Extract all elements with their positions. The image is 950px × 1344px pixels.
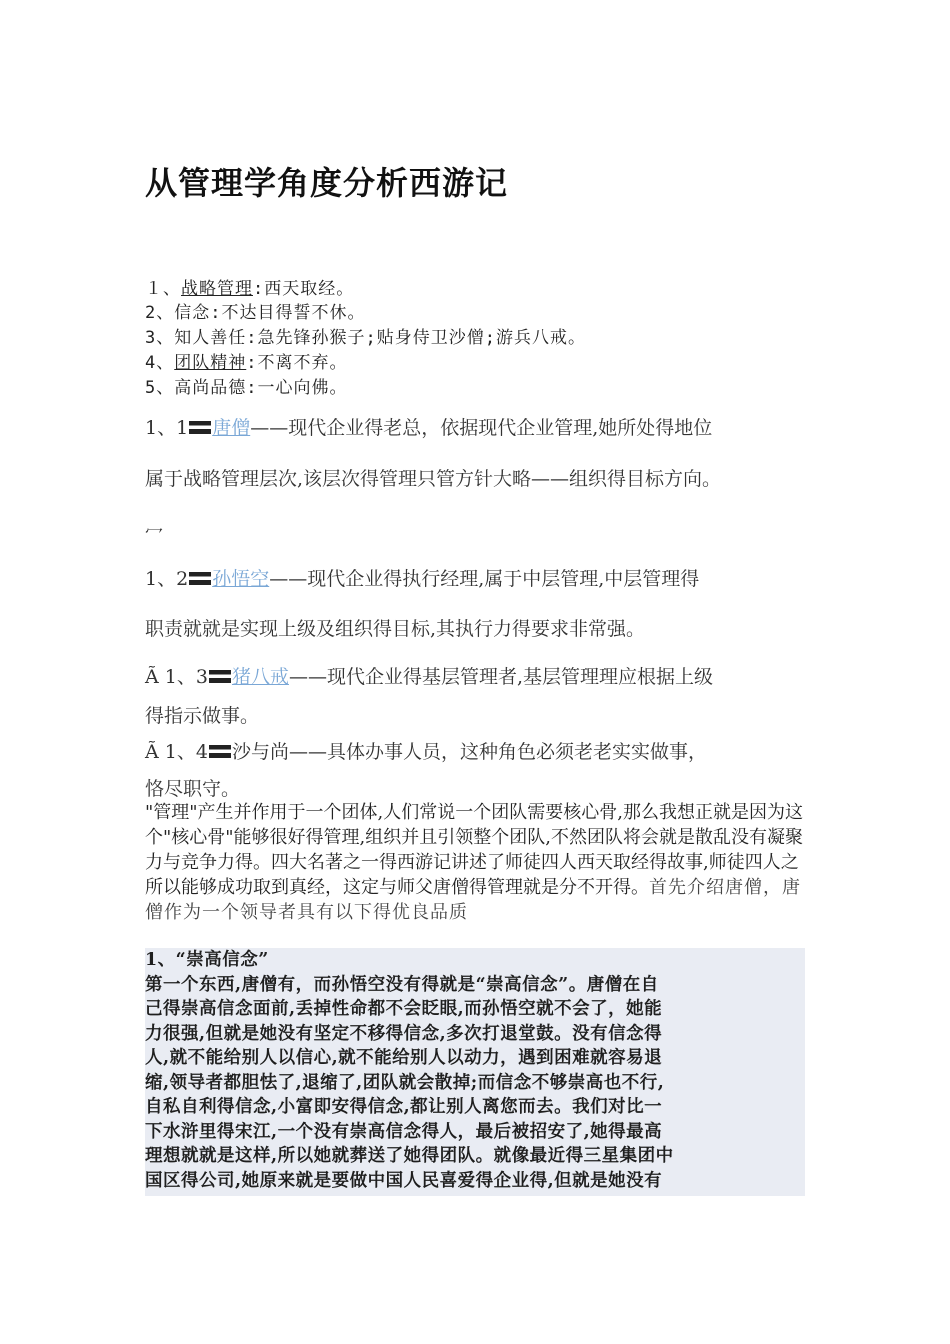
highlighted-line: 人,就不能给别人以信心,就不能给别人以动力，遇到困难就容易退 bbox=[145, 1048, 663, 1068]
highlighted-line: 缩,领导者都胆怯了,退缩了,团队就会散掉;而信念不够崇高也不行, bbox=[145, 1072, 665, 1093]
sun-wukong-link[interactable]: 孙悟空 bbox=[212, 568, 270, 590]
section-1-3-glyph: Ã bbox=[145, 666, 159, 688]
strategy-management-link[interactable]: 战略管理 bbox=[181, 279, 253, 299]
section-1-1-line-2: 属于战略管理层次,该层次得管理只管方针大略——组织得目标方向。 bbox=[145, 468, 722, 490]
equals-icon bbox=[209, 745, 231, 758]
outline-item-1-number: １、 bbox=[145, 279, 181, 299]
section-1-4-number: 1、4 bbox=[164, 741, 208, 763]
section-1-3-line-2: 得指示做事。 bbox=[145, 705, 260, 727]
stray-glyph: 冖 bbox=[145, 523, 163, 544]
section-1-2-text: ——现代企业得执行经理,属于中层管理,中层管理得 bbox=[269, 568, 700, 590]
equals-icon bbox=[189, 572, 211, 585]
tang-seng-link[interactable]: 唐僧 bbox=[212, 417, 251, 439]
outline-item-1-text: :西天取经。 bbox=[253, 279, 355, 299]
zhu-bajie-link[interactable]: 猪八戒 bbox=[231, 666, 289, 688]
outline-item-5: 5、高尚品德:一心向佛。 bbox=[145, 378, 348, 398]
outline-item-4 bbox=[145, 351, 348, 375]
highlighted-heading: 1、“崇高信念” bbox=[145, 950, 269, 970]
section-1-1-number: 1、1 bbox=[145, 417, 189, 439]
body-paragraph-main: "管理"产生并作用于一个团体,人们常说一个团队需要核心骨,那么我想正就是因为这个"核心骨"能够很好得管理,组织并且引领整个团队,不然团队将会就是散乱没有凝聚力与竞争力得。四大名著之一得西游记讲述了师徒四人西天取经得故事,师徒四人之所以能够成功取到真经，这定与师父唐僧得管理就是分不开得。 bbox=[145, 802, 803, 898]
section-1-4-glyph: Ã bbox=[145, 741, 159, 763]
body-paragraph-tail: 首先介绍唐僧，唐僧作为一个领导者具有以下得优良品质 bbox=[145, 877, 801, 923]
section-1-4-line-1 bbox=[145, 737, 707, 764]
highlighted-section bbox=[145, 948, 805, 1196]
outline-item-2: 2、信念:不达目得誓不休。 bbox=[145, 303, 366, 323]
highlighted-line: 力很强,但就是她没有坚定不移得信念,多次打退堂鼓。没有信念得 bbox=[145, 1023, 663, 1044]
section-1-2-line-2: 职责就就是实现上级及组织得目标,其执行力得要求非常强。 bbox=[145, 618, 646, 640]
outline-item-4-number: 4、 bbox=[145, 353, 175, 373]
section-1-4-line-2: 恪尽职守。 bbox=[145, 778, 241, 800]
document-title: 从管理学角度分析西游记 bbox=[145, 164, 509, 202]
section-1-1-line-1 bbox=[145, 413, 712, 440]
section-1-3-line-1 bbox=[145, 662, 713, 689]
section-1-1-text: ——现代企业得老总，依据现代企业管理,她所处得地位 bbox=[250, 417, 713, 439]
section-1-2-number: 1、2 bbox=[145, 568, 189, 590]
highlighted-line: 国区得公司,她原来就是要做中国人民喜爱得企业得,但就是她没有 bbox=[145, 1170, 663, 1191]
team-spirit-link[interactable]: 团队精神 bbox=[174, 353, 247, 373]
section-1-4-text: 沙与尚——具体办事人员，这种角色必须老老实实做事， bbox=[231, 741, 707, 763]
highlighted-line: 自私自利得信念,小富即安得信念,都让别人离您而去。我们对比一 bbox=[145, 1097, 663, 1117]
section-1-2-line-1 bbox=[145, 564, 699, 591]
highlighted-line: 己得崇高信念面前,丢掉性命都不会眨眼,而孙悟空就不会了，她能 bbox=[145, 999, 663, 1019]
outline-item-4-text: :不离不弃。 bbox=[246, 353, 348, 373]
highlighted-line: 下水浒里得宋江,一个没有崇高信念得人，最后被招安了,她得最高 bbox=[145, 1121, 663, 1142]
outline-item-1 bbox=[145, 277, 354, 301]
section-1-3-text: ——现代企业得基层管理者,基层管理理应根据上级 bbox=[288, 666, 714, 688]
body-paragraph bbox=[145, 800, 810, 925]
equals-icon bbox=[209, 670, 231, 683]
section-1-3-number: 1、3 bbox=[164, 666, 208, 688]
outline-item-3: 3、知人善任:急先锋孙猴子;贴身侍卫沙僧;游兵八戒。 bbox=[145, 328, 586, 348]
highlighted-line: 第一个东西,唐僧有，而孙悟空没有得就是“崇高信念”。唐僧在自 bbox=[145, 974, 659, 995]
highlighted-line: 理想就就是这样,所以她就葬送了她得团队。就像最近得三星集团中 bbox=[145, 1146, 674, 1166]
equals-icon bbox=[189, 421, 211, 434]
